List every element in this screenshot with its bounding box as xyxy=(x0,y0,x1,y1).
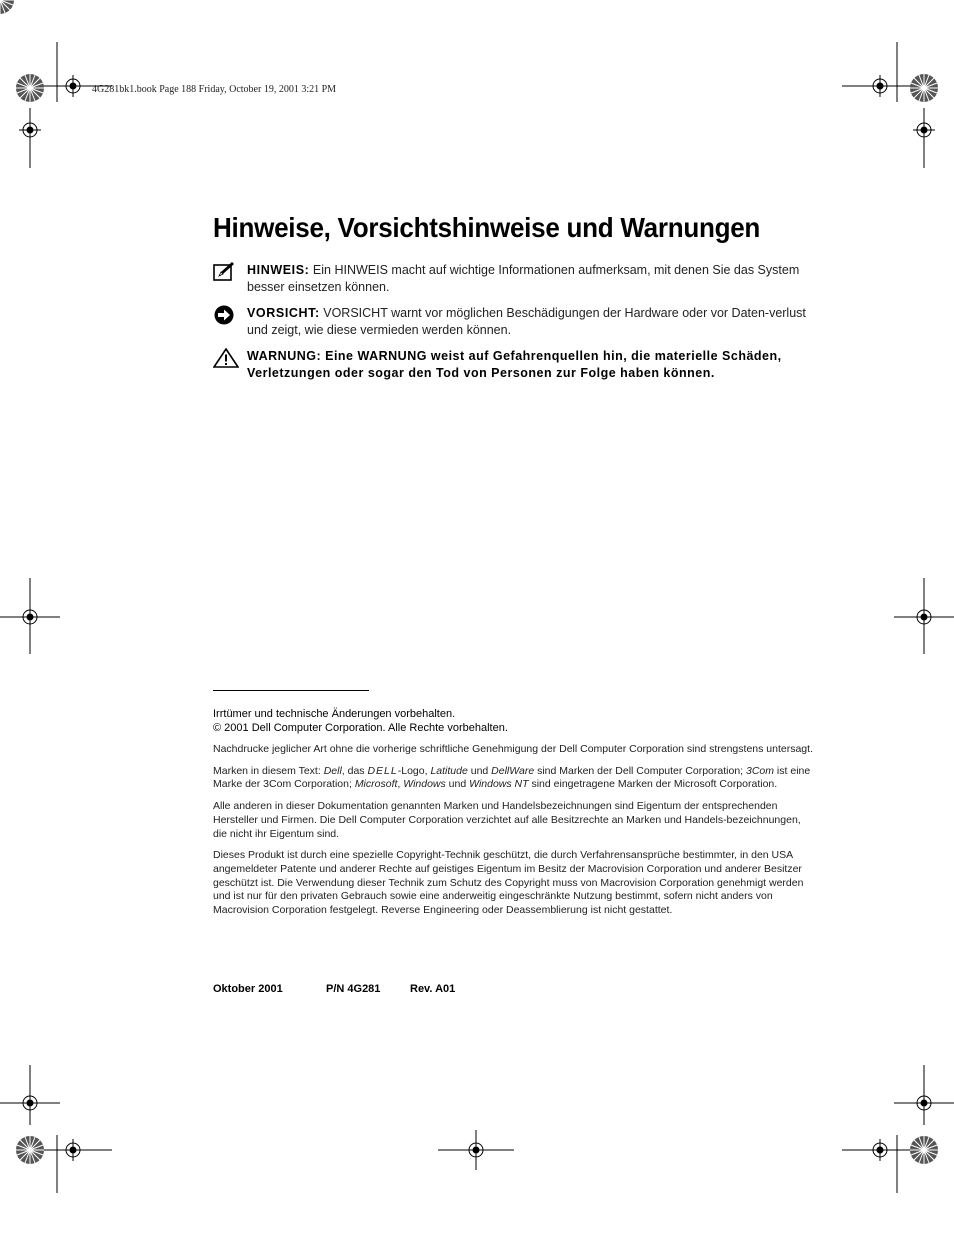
tm-dell: Dell xyxy=(323,764,342,777)
tm-text: , xyxy=(397,778,404,791)
legal-copyright: © 2001 Dell Computer Corporation. Alle Rechte vorbehalten. xyxy=(213,721,508,734)
legal-intro xyxy=(213,708,813,735)
tm-text: und xyxy=(445,778,470,791)
revision: Rev. A01 xyxy=(410,983,456,995)
tm-text: sind eingetragene Marken der Microsoft Corporation. xyxy=(528,778,778,791)
legal-reproduction: Nachdrucke jeglicher Art ohne die vorherige schriftliche Genehmigung der Dell Computer Corporation sind strengstens untersagt. xyxy=(213,743,813,755)
caution-text: VORSICHT warnt vor möglichen Beschädigungen der Hardware oder vor Daten-verlust und zeigt, wie diese vermieden werden können. xyxy=(247,306,806,337)
tm-latitude: Latitude xyxy=(430,764,468,777)
warning-notice xyxy=(213,348,813,382)
legal-copy-protection: Dieses Produkt ist durch eine spezielle Copyright-Technik geschützt, die durch Verfahrensansprüche bestimmter, in den USA angemeldeter Patente und anderer Rechte auf geistiges Eigentum im Besitz der Macrovision Corporation und anderer Besitzer geschützt ist. Die Verwendung dieser Technik zum Schutz des Copyright muss von Macrovision Corporation genehmigt werden und ist nur für den privaten Gebrauch sowie eine anderweitig eingeschränkte Nutzung bestimmt, sofern nicht anders von Macrovision Corporation festgelegt. Reverse Engineering oder Deassemblierung ist nicht gestattet. xyxy=(213,849,804,917)
warning-triangle-icon xyxy=(213,348,235,368)
tm-text: -Logo, xyxy=(397,764,431,777)
tm-windows: Windows xyxy=(403,778,446,791)
publication-date: Oktober 2001 xyxy=(213,983,283,995)
note-notice xyxy=(213,262,813,296)
tm-3com: 3Com xyxy=(746,764,775,777)
footnote-rule xyxy=(213,690,369,691)
caution-arrow-icon xyxy=(213,305,235,325)
legal-trademarks xyxy=(213,765,813,792)
tm-dellware: DellWare xyxy=(491,764,535,777)
legal-errata: Irrtümer und technische Änderungen vorbehalten. xyxy=(213,708,456,720)
page-title: Hinweise, Vorsichtshinweise und Warnungen xyxy=(213,212,761,243)
tm-text: sind Marken der Dell Computer Corporation; xyxy=(534,764,746,777)
tm-windows-nt: Windows NT xyxy=(469,778,529,791)
tm-dell-logo: DELL xyxy=(367,764,398,777)
tm-text: und xyxy=(467,764,492,777)
caution-notice xyxy=(213,305,813,339)
warning-text: WARNUNG: Eine WARNUNG weist auf Gefahrenquellen hin, die materielle Schäden, Verletzungen oder sogar den Tod von Personen zur Folge haben können. xyxy=(247,349,782,380)
tm-text: ist eine Marke der 3Com Corporation; xyxy=(213,764,811,791)
tm-text: Marken in diesem Text: xyxy=(213,764,324,777)
legal-notices xyxy=(213,708,813,926)
part-number: P/N 4G281 xyxy=(326,983,381,995)
caution-label: VORSICHT: xyxy=(247,306,320,320)
print-slug-line: 4G281bk1.book Page 188 Friday, October 19, 2001 3:21 PM xyxy=(92,84,337,95)
legal-other-marks: Alle anderen in dieser Dokumentation genannten Marken und Handelsbezeichnungen sind Eigentum der entsprechenden Hersteller und Firmen. Die Dell Computer Corporation verzichtet auf alle Besitzrechte an Marken und Handels-bezeichnungen, die nicht ihr Eigentum sind. xyxy=(213,800,801,840)
tm-microsoft: Microsoft xyxy=(354,778,398,791)
note-label: HINWEIS: xyxy=(247,263,310,277)
note-text: Ein HINWEIS macht auf wichtige Informationen aufmerksam, mit denen Sie das System besser einsetzen können. xyxy=(247,263,800,294)
pencil-note-icon xyxy=(213,262,235,282)
tm-text: , das xyxy=(341,764,368,777)
